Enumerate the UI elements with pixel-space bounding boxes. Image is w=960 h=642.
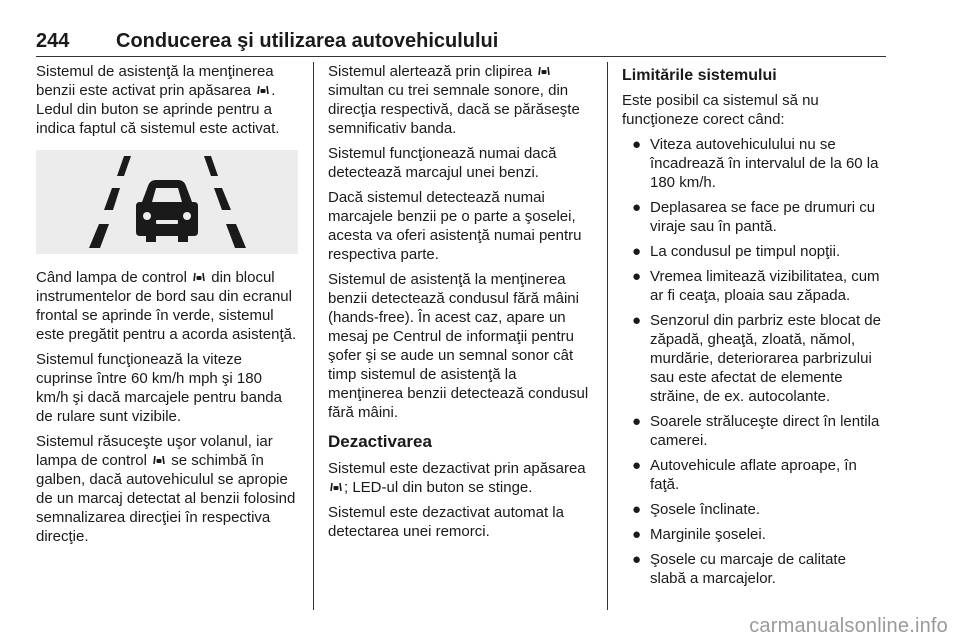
list-item: ● Şosele înclinate.	[632, 501, 761, 518]
bullet: ●	[632, 312, 642, 329]
page-number: 244	[36, 30, 70, 52]
paragraph-trailer: Sistemul este dezactivat automat la detectarea unei remorci.	[328, 504, 564, 540]
paragraph-alert: Sistemul alertează prin clipirea simultan cu trei semnale sonore, din direcţia respectivă, dacă se părăseşte semnificativ banda.	[328, 63, 580, 137]
list-item: ● Senzorul din parbriz este blocat de zăpadă, gheaţă, zloată, nămol, murdărie, deteriorarea parbrizului sau este afectat de elemente străine, de ex. autocolante.	[632, 312, 881, 405]
lane-keep-assist-icon	[151, 454, 167, 466]
list-item: ● Şosele cu marcaje de calitate slabă a marcajelor.	[632, 551, 846, 587]
list-item: ● Vremea limitează vizibilitatea, cum ar fi ceaţa, ploaia sau zăpada.	[632, 268, 880, 304]
bullet: ●	[632, 199, 642, 216]
lane-keep-assist-illustration-icon	[36, 150, 298, 254]
paragraph-speed-range: Sistemul funcţionează la viteze cuprinse între 60 km/h mph şi 180 km/h şi dacă marcajele pentru banda de rulare sunt vizibile.	[36, 351, 282, 425]
bullet: ●	[632, 268, 642, 285]
paragraph-control-lamp: Când lampa de control din blocul instrumentelor de bord sau din ecranul frontal se aprinde în verde, sistemul este pregătit pentru a acorda asistenţă.	[36, 269, 297, 343]
column-2	[328, 62, 593, 547]
column-divider-1	[313, 62, 314, 610]
lane-keep-assist-icon	[328, 481, 344, 493]
page-header	[36, 30, 886, 53]
list-item: ● Deplasarea se face pe drumuri cu viraje sau în pantă.	[632, 199, 876, 235]
list-item: ● Viteza autovehiculului nu se încadrează în intervalul de la 60 la 180 km/h.	[632, 136, 879, 191]
lane-assist-illustration	[36, 150, 298, 254]
bullet: ●	[632, 136, 642, 153]
list-item: ● Autovehicule aflate aproape, în faţă.	[632, 457, 857, 493]
paragraph-hands-free: Sistemul de asistenţă la menţinerea benzii detectează condusul fără mâini (hands-free). În acest caz, apare un mesaj pe Centrul de informaţii pentru şofer şi se aude un semnal sonor cât timp sistemul de asistenţă la menţinerea benzii detectează condusul fără mâini.	[328, 271, 589, 421]
column-3	[622, 62, 884, 594]
lane-keep-assist-icon	[191, 271, 207, 283]
paragraph-steering: Sistemul răsuceşte uşor volanul, iar lampa de control se schimbă în galben, dacă autovehiculul se apropie de un marcaj detectat al benzii folosind semnalizarea direcţiei în respectiva direcţie.	[36, 433, 296, 545]
header-divider	[36, 56, 886, 57]
paragraph-deactivation: Sistemul este dezactivat prin apăsarea ; LED-ul din buton se stinge.	[328, 460, 586, 496]
lane-keep-assist-icon	[255, 84, 271, 96]
list-item: ● La condusul pe timpul nopţii.	[632, 243, 841, 260]
bullet: ●	[632, 413, 642, 430]
column-divider-2	[607, 62, 608, 610]
list-item: ● Soarele străluceşte direct în lentila camerei.	[632, 413, 880, 449]
limitations-list	[622, 135, 884, 588]
heading-limitations: Limitările sistemului	[622, 67, 777, 84]
bullet: ●	[632, 526, 642, 543]
bullet: ●	[632, 501, 642, 518]
paragraph-one-side: Dacă sistemul detectează numai marcajele benzii pe o parte a şoselei, acesta va oferi asistenţă numai pentru respectiva parte.	[328, 189, 582, 263]
column-1	[36, 62, 298, 552]
paragraph-lane-detect: Sistemul funcţionează numai dacă detectează marcajul unei benzi.	[328, 145, 557, 181]
heading-deactivation: Dezactivarea	[328, 432, 432, 451]
bullet: ●	[632, 243, 642, 260]
limitations-intro: Este posibil ca sistemul să nu funcţioneze corect când:	[622, 92, 819, 128]
paragraph-activation: Sistemul de asistenţă la menţinerea benzii este activat prin apăsarea . Ledul din buton se aprinde pentru a indica faptul că sistemul este activat.	[36, 63, 280, 137]
list-item: ● Marginile şoselei.	[632, 526, 766, 543]
bullet: ●	[632, 457, 642, 474]
watermark-link[interactable]: carmanualsonline.info	[749, 615, 948, 637]
bullet: ●	[632, 551, 642, 568]
lane-keep-assist-icon	[536, 65, 552, 77]
page-title: Conducerea şi utilizarea autovehiculului	[116, 30, 499, 52]
